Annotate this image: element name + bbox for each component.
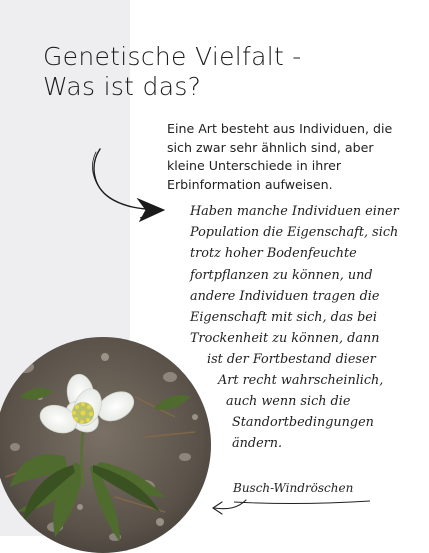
- handwritten-line: Population die Eigenschaft, sich: [190, 225, 399, 241]
- curved-arrow-icon: [88, 146, 170, 230]
- title-line-1: Genetische Vielfalt -: [43, 42, 302, 71]
- photo-caption: Busch-Windröschen: [233, 481, 354, 495]
- handwritten-line: fortpflanzen zu können, und: [190, 267, 373, 283]
- handwritten-line: Haben manche Individuen einer: [190, 204, 399, 219]
- title-line-2: Was ist das?: [43, 72, 202, 101]
- handwritten-line: Art recht wahrscheinlich,: [218, 373, 384, 388]
- intro-line: Erbinformation aufweisen.: [167, 176, 333, 192]
- intro-line: kleine Unterschiede in ihrer: [167, 158, 342, 173]
- page-title: [43, 42, 302, 102]
- handwritten-line: Trockenheit zu können, dann: [190, 331, 380, 347]
- intro-text: [167, 120, 392, 194]
- handwritten-block-4: [226, 391, 350, 412]
- handwritten-block-6: [232, 433, 282, 454]
- anemone-photo: [0, 337, 211, 553]
- handwritten-line: andere Individuen tragen die: [190, 288, 380, 304]
- handwritten-line: Standortbedingungen: [232, 415, 374, 430]
- handwritten-line: Eigenschaft mit sich, das bei: [190, 310, 377, 326]
- caption-arrow-icon: [208, 492, 248, 520]
- intro-line: Eine Art besteht aus Individuen, die: [167, 121, 393, 136]
- handwritten-line: auch wenn sich die: [226, 394, 351, 409]
- handwritten-line: ist der Fortbestand dieser: [207, 352, 376, 367]
- handwritten-block-3: [218, 370, 383, 391]
- caption-underline: [232, 498, 372, 508]
- handwritten-block-2: [207, 349, 376, 370]
- handwritten-line: ändern.: [232, 436, 283, 451]
- intro-line: sich zwar sehr ähnlich sind, aber: [167, 139, 374, 155]
- handwritten-block-1: [190, 201, 399, 349]
- handwritten-block-5: [232, 412, 374, 433]
- handwritten-line: trotz hoher Bodenfeuchte: [190, 246, 357, 262]
